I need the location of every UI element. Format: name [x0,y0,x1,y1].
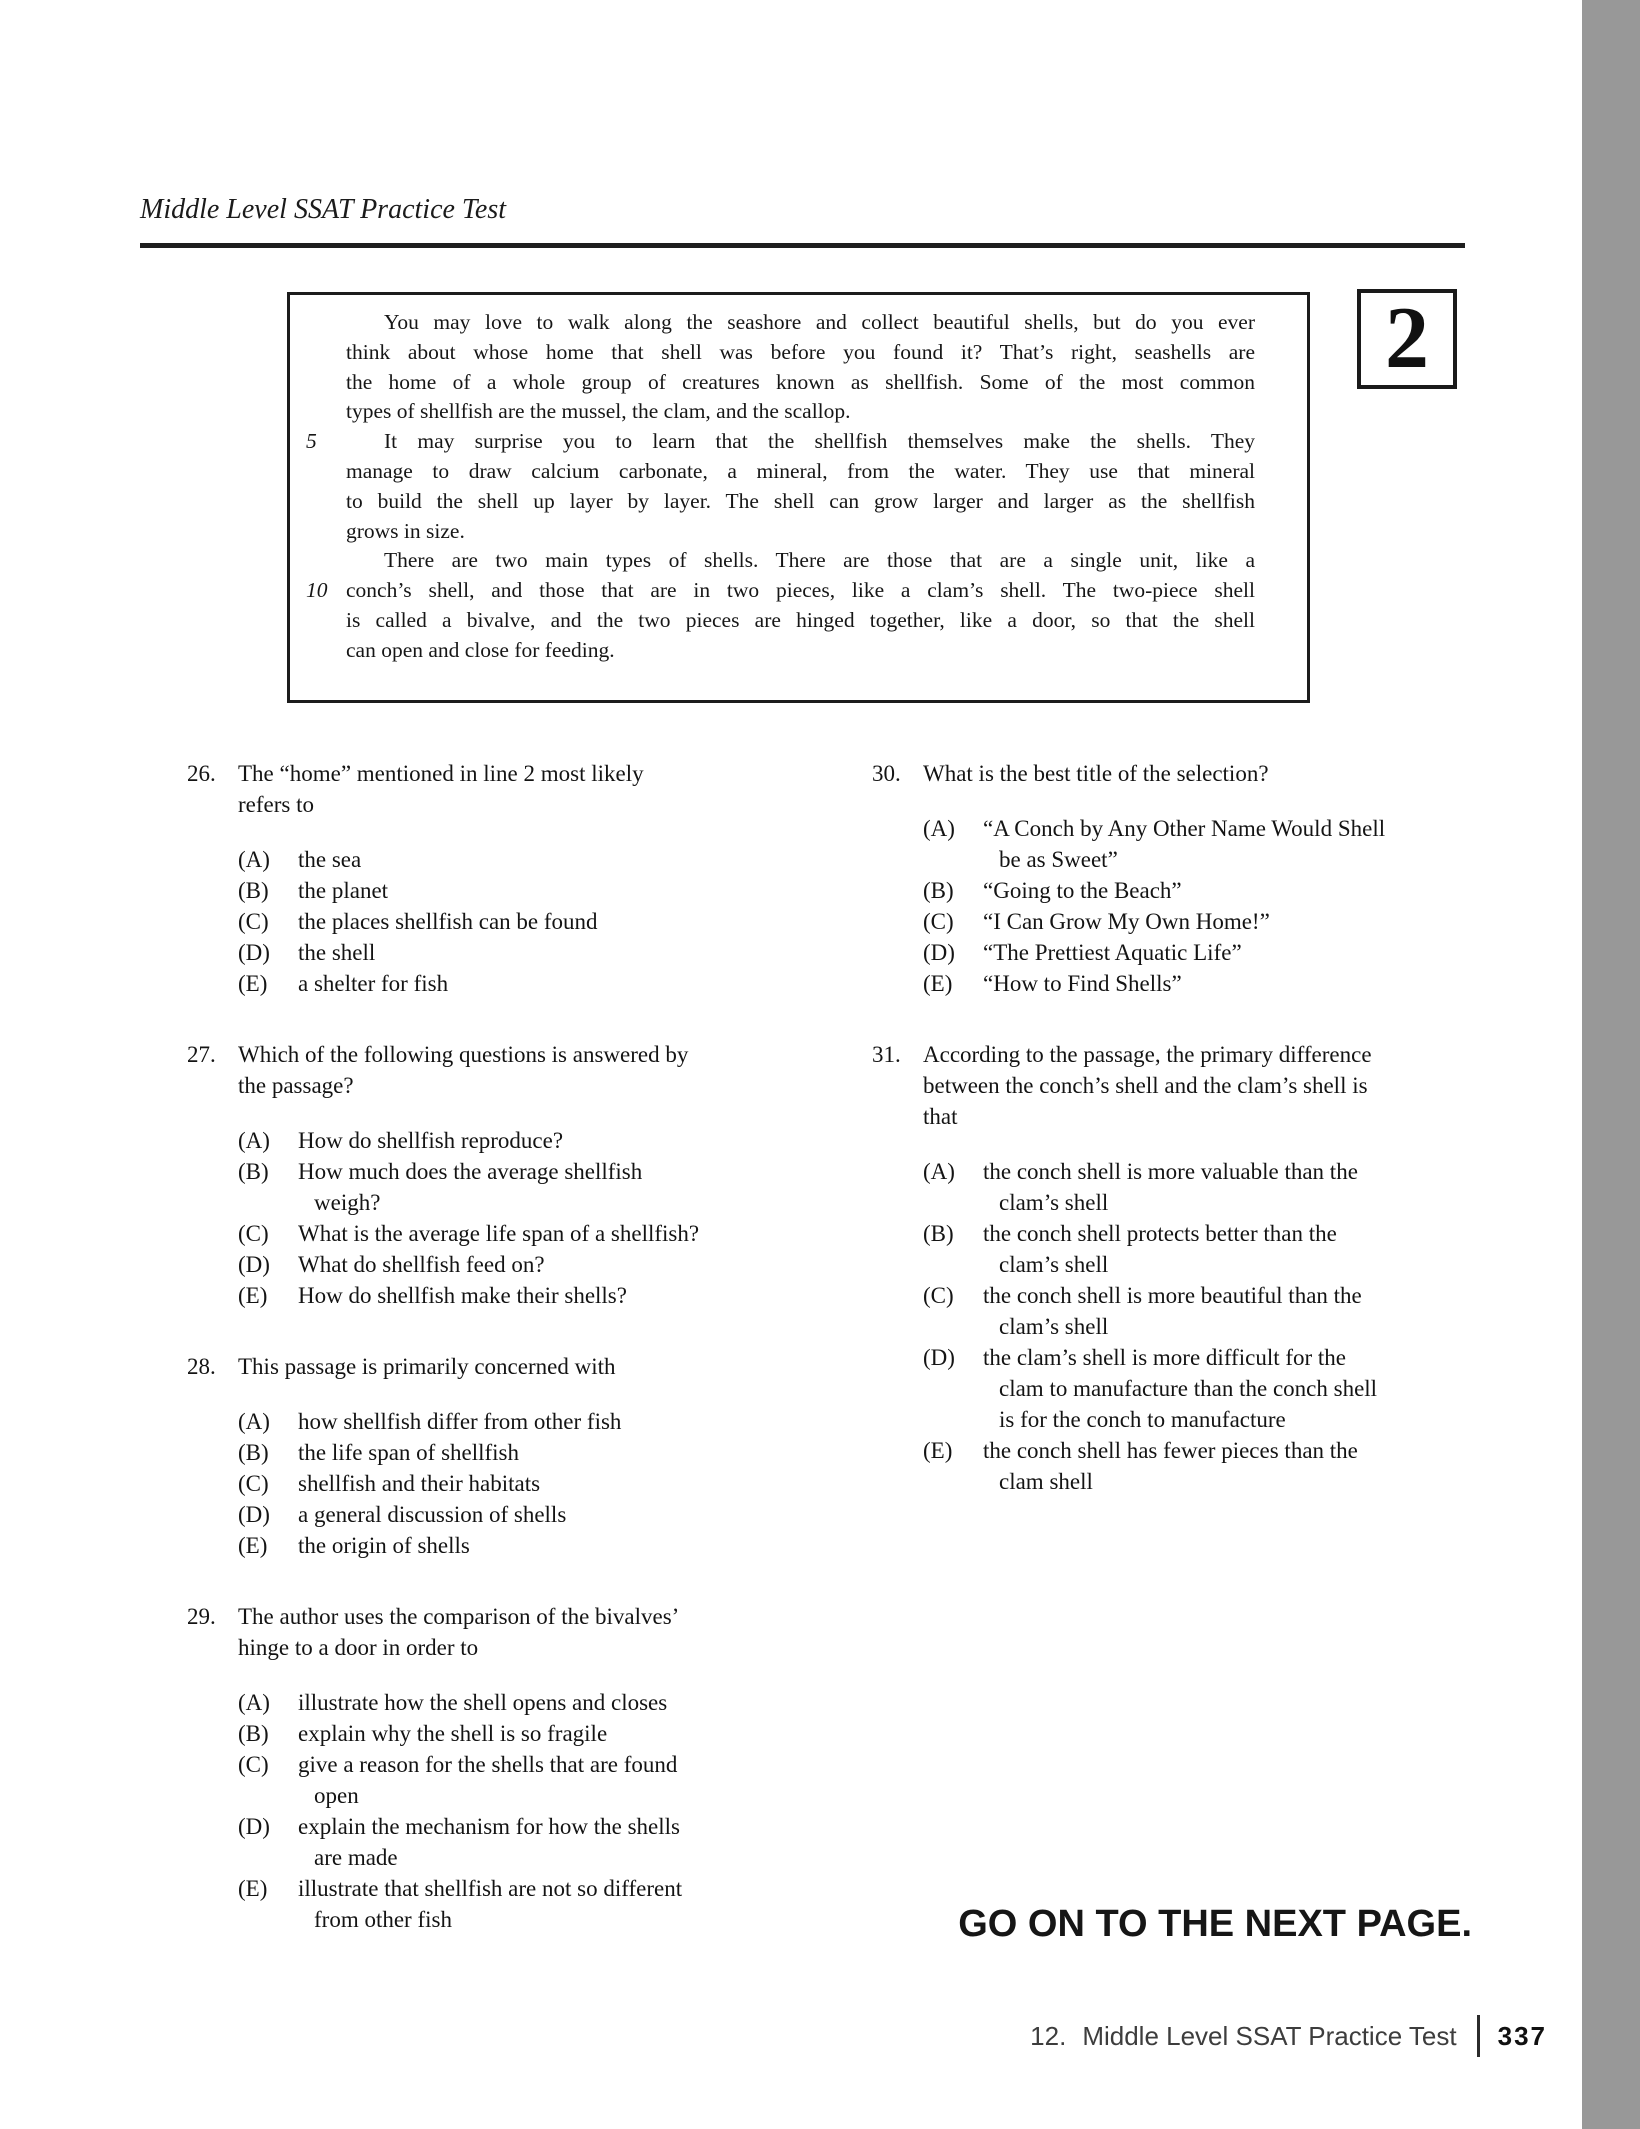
option-row [238,1437,832,1468]
option-text: explain why the shell is so fragile [298,1721,608,1746]
option-text: the conch shell has fewer pieces than the clam shell [983,1438,1358,1494]
option-text: the clam’s shell is more difficult for the clam to manufacture than the conch shell is for the conch to manufacture [983,1345,1378,1432]
passage-line: grows in size. [346,518,465,543]
go-on-text: GO ON TO THE NEXT PAGE. [958,1903,1472,1945]
option-letter: (E) [238,1876,268,1901]
option-row [238,1530,832,1561]
option-text: explain the mechanism for how the shells are made [298,1814,680,1870]
option-letter: (D) [238,940,270,965]
option-text: how shellfish differ from other fish [298,1409,622,1434]
option-row [923,1156,1517,1218]
option-text: the shell [298,940,376,965]
option-letter: (E) [238,971,268,996]
passage-line: to build the shell up layer by layer. The shell can grow larger and larger as the shellfish [346,488,1255,513]
question-number: 29. [187,1604,216,1629]
footer-chapter-number: 12. [1030,2020,1067,2051]
option-row [238,1218,832,1249]
option-letter: (D) [238,1502,270,1527]
option-text: “A Conch by Any Other Name Would Shell be as Sweet” [983,816,1386,872]
option-letter: (A) [238,1409,270,1434]
footer-page-number: 337 [1497,2020,1547,2051]
option-text: the places shellfish can be found [298,909,598,934]
option-text: How do shellfish reproduce? [298,1128,564,1153]
question-number: 26. [187,761,216,786]
option-row [923,1435,1517,1497]
passage-line: You may love to walk along the seashore and collect beautiful shells, but do you ever [384,310,1255,334]
option-text: the conch shell is more valuable than the clam’s shell [983,1159,1358,1215]
question-stem: refers to [238,792,314,817]
option-text: the conch shell is more beautiful than the clam’s shell [983,1283,1362,1339]
option-text: “Going to the Beach” [983,878,1182,903]
question [187,1039,832,1311]
option-text: How much does the average shellfish weigh? [298,1159,643,1215]
question-stem: According to the passage, the primary difference [923,1042,1372,1067]
right-gray-strip [1582,0,1640,2129]
question [187,1601,832,1935]
option-row [238,1749,832,1811]
option-row [238,937,832,968]
passage-line-number: 10 [306,578,328,603]
option-letter: (E) [238,1283,268,1308]
option-row [923,813,1517,875]
option-row [923,1280,1517,1342]
section-number: 2 [1385,290,1429,387]
option-letter: (E) [923,971,953,996]
option-text: “The Prettiest Aquatic Life” [983,940,1242,965]
option-letter: (A) [923,1159,955,1184]
option-text: shellfish and their habitats [298,1471,541,1496]
option-text: illustrate that shellfish are not so different from other fish [298,1876,683,1932]
option-letter: (B) [923,1221,954,1246]
option-row [238,968,832,999]
option-text: give a reason for the shells that are found open [298,1752,678,1808]
option-letter: (A) [238,1128,270,1153]
question [872,758,1517,999]
option-text: What do shellfish feed on? [298,1252,545,1277]
option-row [923,1218,1517,1280]
option-row [923,1342,1517,1435]
question [872,1039,1517,1497]
passage-line: think about whose home that shell was before you found it? That’s right, seashells are [346,339,1255,364]
questions-column-left [187,758,832,1975]
footer [1030,2015,1547,2057]
question-stem: What is the best title of the selection? [923,761,1269,786]
option-text: the conch shell protects better than the clam’s shell [983,1221,1337,1277]
question-stem: hinge to a door in order to [238,1635,479,1660]
option-letter: (D) [238,1814,270,1839]
option-row [923,906,1517,937]
option-letter: (E) [238,1533,268,1558]
option-row [238,1873,832,1935]
footer-title: Middle Level SSAT Practice Test [1082,2020,1457,2051]
footer-separator [1477,2015,1480,2057]
option-text: a shelter for fish [298,971,449,996]
option-row [923,875,1517,906]
passage-line-number: 5 [306,429,317,454]
option-text: the sea [298,847,362,872]
option-letter: (D) [238,1252,270,1277]
question-stem: Which of the following questions is answered by [238,1042,689,1067]
option-text: the origin of shells [298,1533,470,1558]
option-letter: (C) [238,1221,269,1246]
option-letter: (C) [923,909,954,934]
option-letter: (B) [238,1721,269,1746]
option-letter: (C) [923,1283,954,1308]
question-stem: between the conch’s shell and the clam’s shell is [923,1073,1368,1098]
option-text: “I Can Grow My Own Home!” [983,909,1270,934]
question [187,1351,832,1561]
option-row [238,844,832,875]
question-number: 31. [872,1042,901,1067]
question [187,758,832,999]
option-row [238,1499,832,1530]
option-text: a general discussion of shells [298,1502,567,1527]
option-letter: (B) [923,878,954,903]
option-row [238,1156,832,1218]
passage-line: 10 conch’s shell, and those that are in two pieces, like a clam’s shell. The two-piece shell [346,576,1255,606]
option-letter: (C) [238,1471,269,1496]
passage-line: There are two main types of shells. There are those that are a single unit, like a [384,548,1255,573]
header-rule [140,243,1465,248]
option-text: How do shellfish make their shells? [298,1283,627,1308]
option-row [238,1280,832,1311]
option-row [923,937,1517,968]
passage-line: manage to draw calcium carbonate, a mineral, from the water. They use that mineral [346,458,1255,483]
question-number: 28. [187,1354,216,1379]
option-letter: (E) [923,1438,953,1463]
option-text: the planet [298,878,389,903]
option-row [238,1125,832,1156]
option-row [238,1718,832,1749]
passage-box [287,292,1310,703]
question-stem: that [923,1104,958,1129]
option-letter: (D) [923,1345,955,1370]
option-row [238,906,832,937]
option-row [238,1249,832,1280]
option-letter: (B) [238,878,269,903]
option-letter: (A) [923,816,955,841]
passage-line: 5 It may surprise you to learn that the shellfish themselves make the shells. They [346,427,1255,457]
passage-line: the home of a whole group of creatures known as shellfish. Some of the most common [346,369,1255,394]
passage-line: types of shellfish are the mussel, the clam, and the scallop. [346,399,851,424]
question-number: 27. [187,1042,216,1067]
question-stem: This passage is primarily concerned with [238,1354,616,1379]
option-text: the life span of shellfish [298,1440,520,1465]
option-row [238,1811,832,1873]
option-letter: (A) [238,1690,270,1715]
option-row [238,1468,832,1499]
option-row [238,1406,832,1437]
questions-column-right [872,758,1517,1975]
option-letter: (B) [238,1440,269,1465]
passage-line: is called a bivalve, and the two pieces are hinged together, like a door, so that the shell [346,607,1255,632]
page-header-title: Middle Level SSAT Practice Test [140,194,507,225]
section-badge [1357,289,1457,389]
question-stem: the passage? [238,1073,354,1098]
questions-area [187,758,1517,1975]
option-row [238,1687,832,1718]
option-letter: (D) [923,940,955,965]
option-letter: (A) [238,847,270,872]
option-letter: (C) [238,909,269,934]
option-text: “How to Find Shells” [983,971,1182,996]
passage-line: can open and close for feeding. [346,637,615,662]
option-letter: (C) [238,1752,269,1777]
question-stem: The “home” mentioned in line 2 most likely [238,761,644,786]
option-row [923,968,1517,999]
option-text: What is the average life span of a shellfish? [298,1221,700,1246]
option-row [238,875,832,906]
option-text: illustrate how the shell opens and closes [298,1690,668,1715]
option-letter: (B) [238,1159,269,1184]
question-stem: The author uses the comparison of the bivalves’ [238,1604,680,1629]
question-number: 30. [872,761,901,786]
